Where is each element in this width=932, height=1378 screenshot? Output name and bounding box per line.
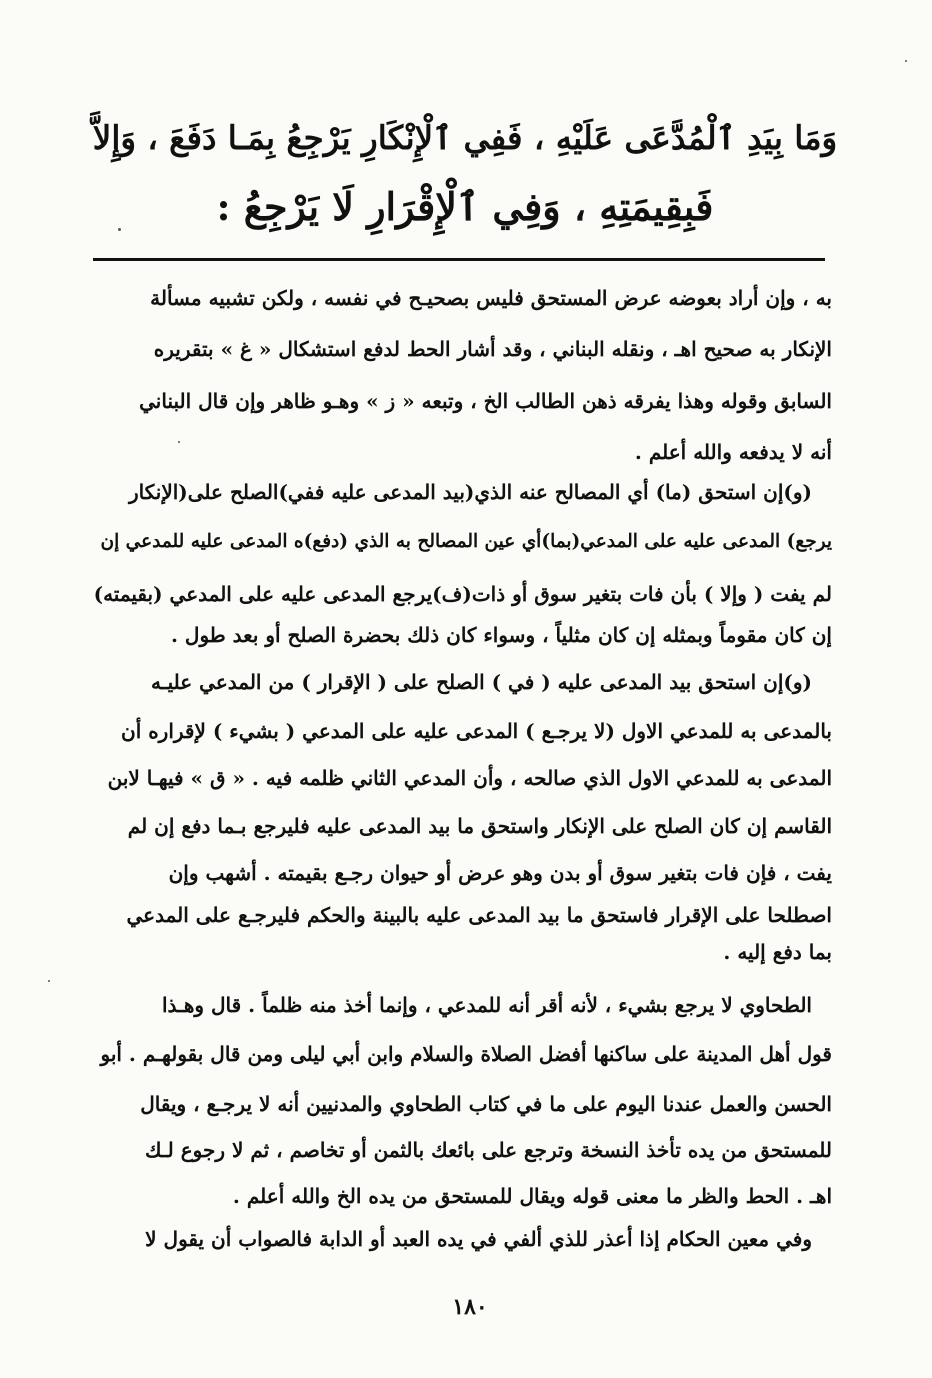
text-line: الإنكار به صحيح اهـ ، ونقله البناني ، وقد أشار الحط لدفع استشكال « غ » بتقريره — [153, 337, 832, 361]
text-line: القاسم إن كان الصلح على الإنكار واستحق ما بيد المدعى عليه فليرجع بـما دفع إن لم — [127, 814, 832, 838]
divider-rule — [93, 258, 825, 261]
page-number: ١٨٠ — [452, 1294, 488, 1320]
verse-line-1: وَمَا بِيَدِ ٱلْمُدَّعَى عَلَيْهِ ، فَفِي ٱلْإِنْكَارِ يَرْجِعُ بِمَـا دَفَعَ ، وَإِلاَّ — [92, 118, 838, 157]
scan-speck — [48, 980, 50, 982]
text-line: المدعى به للمدعي الاول الذي صالحه ، وأن المدعي الثاني ظلمه فيه . « ق » فيهـا لابن — [107, 766, 832, 790]
text-line: الحسن والعمل عندنا اليوم على ما في كتاب الطحاوي والمدنيين أنه لا يرجـع ، ويقال — [140, 1092, 832, 1116]
verse-line-2: فَبِقِيمَتِهِ ، وَفِي ٱلْإِقْرَارِ لَا يَرْجِعُ : — [216, 184, 714, 229]
text-line: إن كان مقوماً وبمثله إن كان مثلياً ، وسواء كان ذلك بحضرة الصلح أو بعد طول . — [171, 623, 832, 647]
text-line: أنه لا يدفعه والله أعلم . — [634, 440, 832, 464]
scan-speck — [905, 60, 907, 62]
text-line: (و)إن استحق (ما) أي المصالح عنه الذي(بيد المدعى عليه ففي)الصلح على(الإنكار — [128, 480, 812, 504]
text-line: السابق وقوله وهذا يفرقه ذهن الطالب الخ ، وتبعه « ز » وهـو ظاهر وإن قال البناني — [139, 389, 832, 413]
text-line: قول أهل المدينة على ساكنها أفضل الصلاة والسلام وابن أبي ليلى ومن قال بقولهـم . أبو — [100, 1042, 832, 1066]
text-line: يرجع) المدعى عليه على المدعي(بما)أي عين المصالح به الذي (دفع)ه المدعى عليه للمدعي إن — [100, 531, 832, 552]
text-line: لم يفت ( وإلا ) بأن فات بتغير سوق أو ذات(ف)يرجع المدعى عليه على المدعي (بقيمته) — [93, 582, 832, 606]
text-line: وفي معين الحكام إذا أعذر للذي ألفي في يده العبد أو الدابة فالصواب أن يقول لا — [145, 1227, 812, 1251]
text-line: اهـ . الحط والظر ما معنى قوله ويقال للمستحق من يده الخ والله أعلم . — [232, 1184, 832, 1208]
text-line: بما دفع إليه . — [723, 940, 832, 964]
scan-speck — [118, 228, 121, 231]
text-line: يفت ، فإن فات بتغير سوق أو بدن وهو عرض أو حيوان رجـع بقيمته . أشهب وإن — [168, 861, 832, 885]
text-line: بالمدعى به للمدعي الاول (لا يرجـع ) المدعى عليه على المدعي ( بشيء ) لإقراره أن — [121, 719, 832, 743]
text-line: للمستحق من يده تأخذ النسخة وترجع على بائعك بالثمن أو تخاصم ، ثم لا رجوع لـك — [144, 1138, 832, 1162]
scan-speck — [178, 441, 180, 443]
text-line: به ، وإن أراد بعوضه عرض المستحق فليس بصحيـح في نفسه ، ولكن تشبيه مسألة — [150, 286, 832, 310]
text-line: اصطلحا على الإقرار فاستحق ما بيد المدعى عليه بالبينة والحكم فليرجـع على المدعي — [126, 903, 832, 927]
text-line: (و)إن استحق بيد المدعى عليه ( في ) الصلح على ( الإقرار ) من المدعي عليـه — [151, 670, 812, 694]
text-line: الطحاوي لا يرجع بشيء ، لأنه أقر أنه للمدعي ، وإنما أخذ منه ظلماً . قال وهـذا — [161, 993, 812, 1017]
